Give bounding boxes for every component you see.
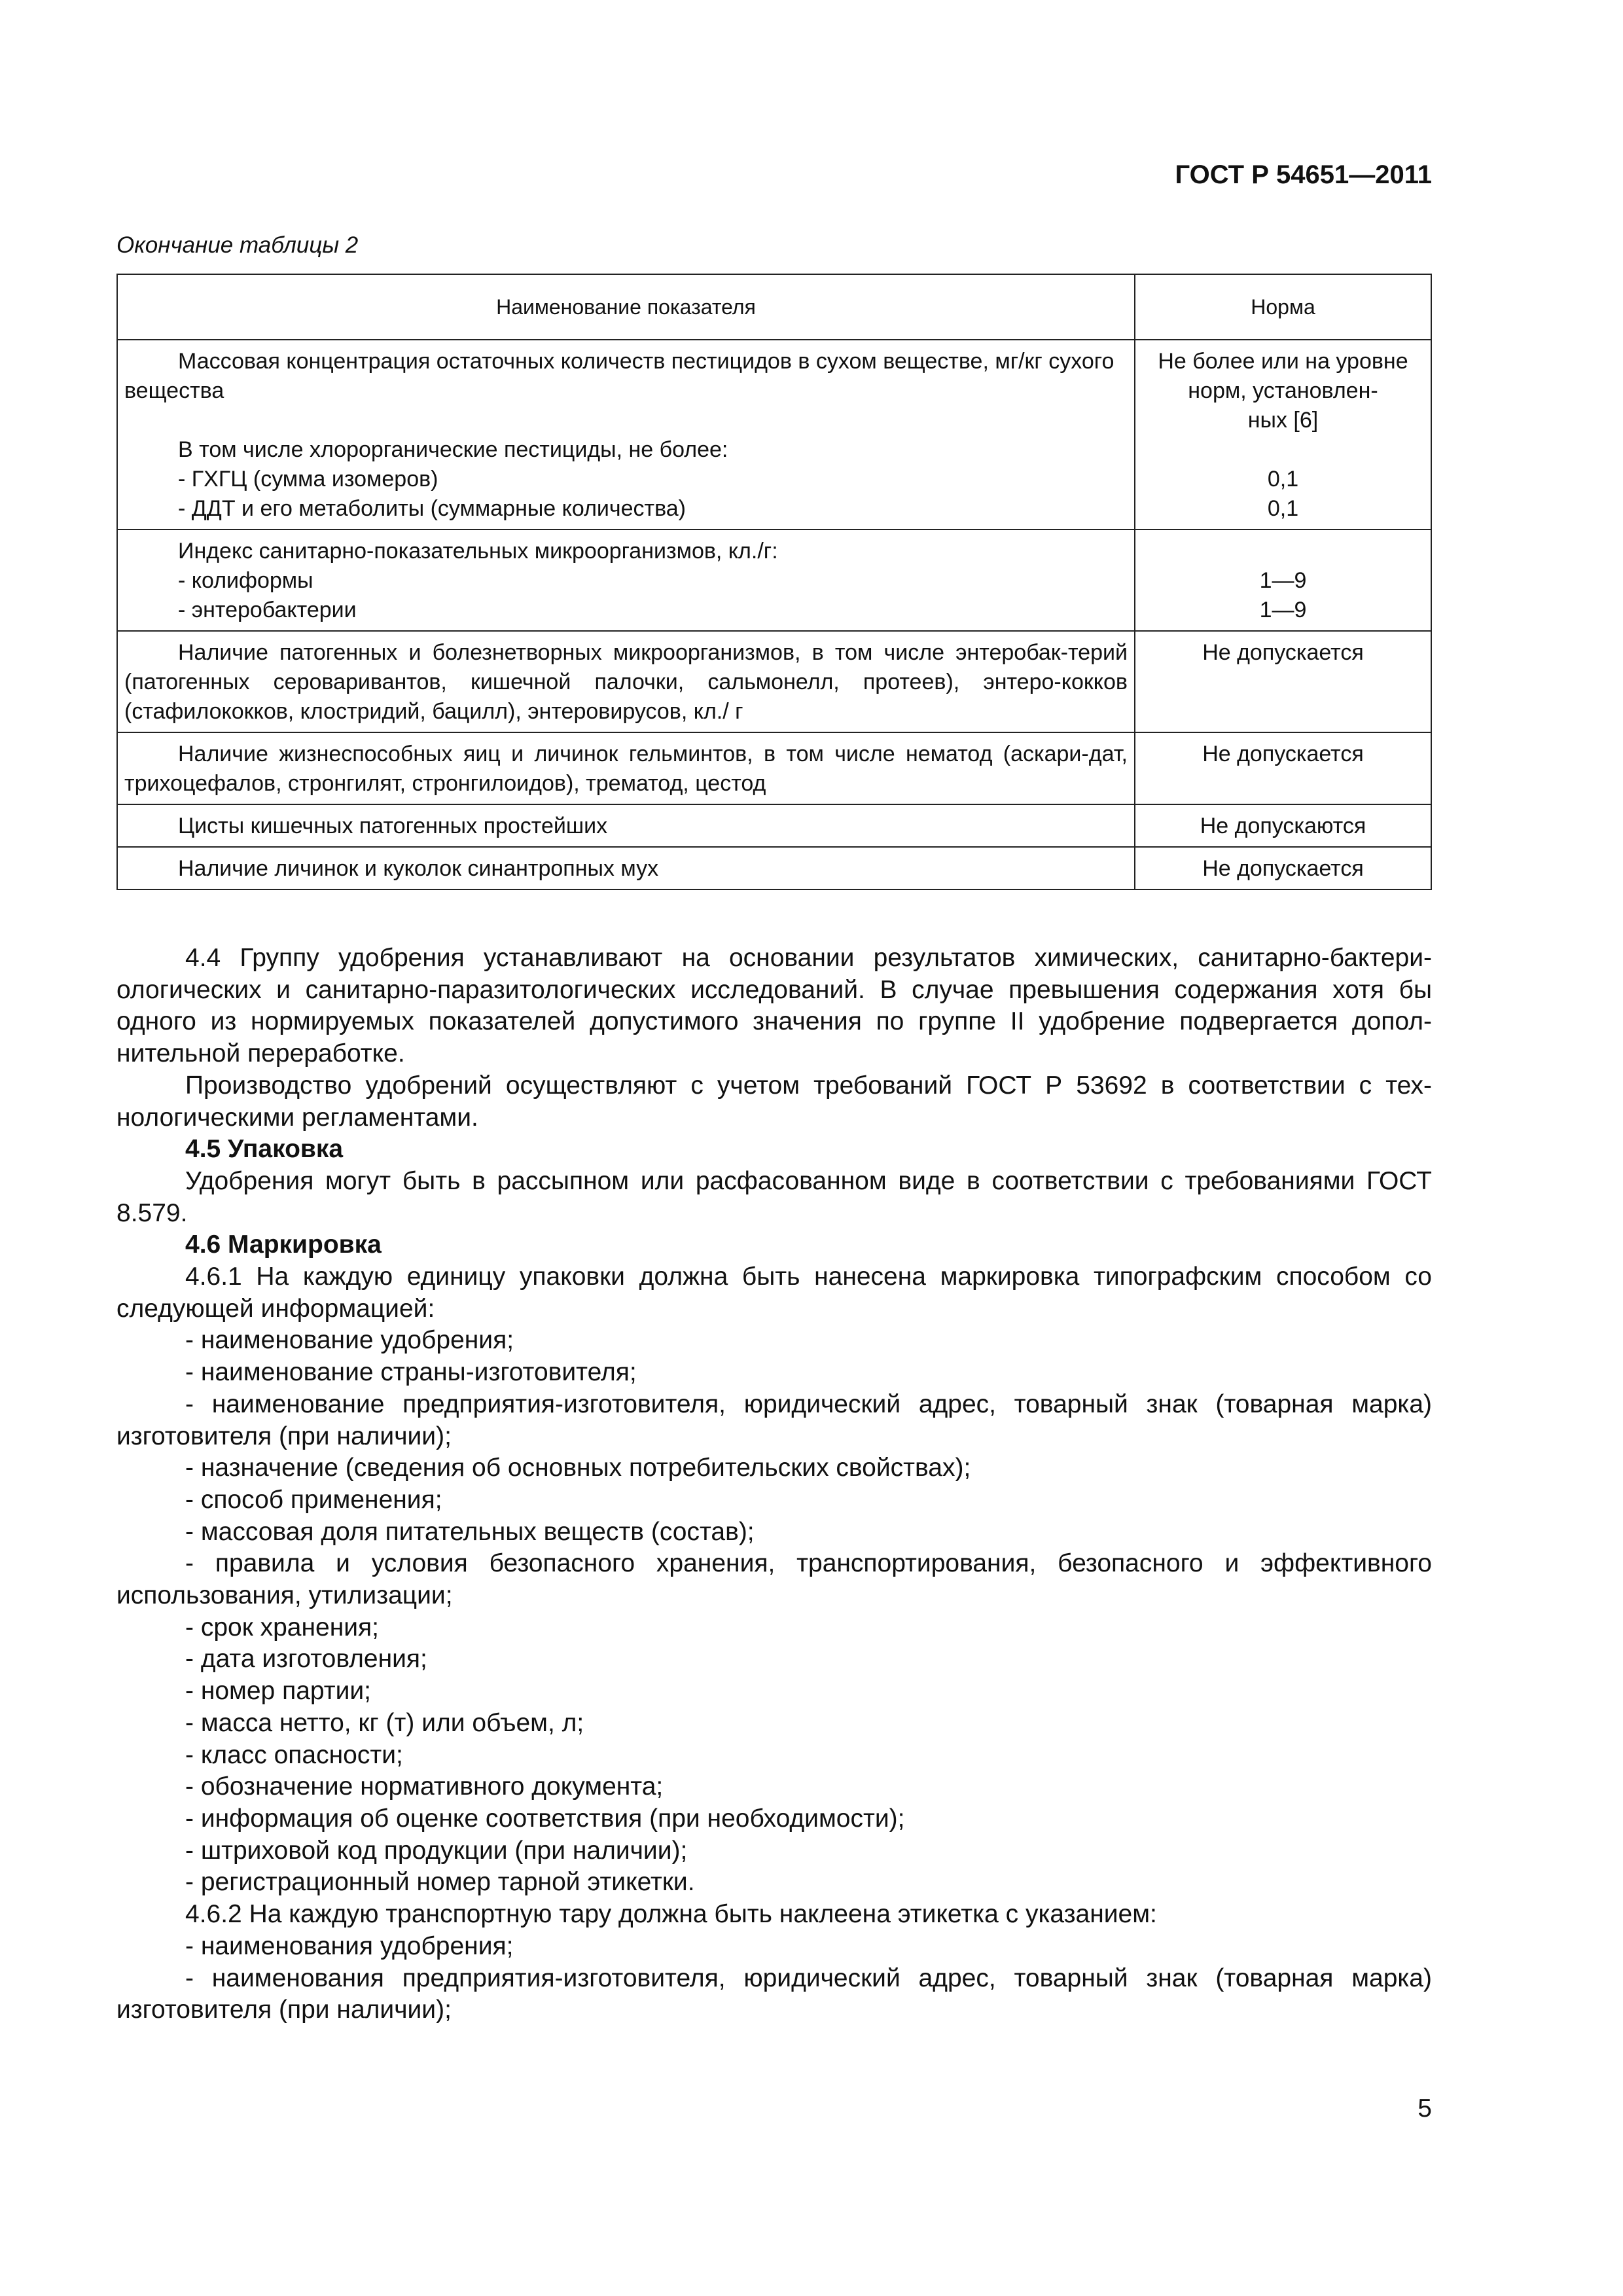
row-label: Цисты кишечных патогенных простейших xyxy=(178,814,608,838)
paragraph-packaging: Удобрения могут быть в рассыпном или расфасованном виде в соответствии с требованиями ГОСТ 8.579. xyxy=(116,1166,1432,1227)
list-item: - штриховой код продукции (при наличии); xyxy=(185,1836,688,1865)
norm-value: 1—9 xyxy=(1259,598,1307,622)
norm-text: норм, установлен- xyxy=(1188,378,1378,403)
table-row xyxy=(117,847,1431,889)
paragraph-4-6-2: 4.6.2 На каждую транспортную тару должна быть наклеена этикетка с указанием: xyxy=(185,1900,1157,1929)
row-sub-item: - энтеробактерии xyxy=(178,598,357,622)
row-label: Наличие патогенных и болезнетворных микроорганизмов, в том числе энтеробак-терий (патогенных сероваривантов, кишечной палочки, сальмонелл, протеев), энтеро-кокков (стафилококков, клостридий, бацилл), энтеровирусов, кл./ г xyxy=(124,640,1128,724)
norm-value: 0,1 xyxy=(1267,496,1299,521)
indicators-table xyxy=(116,274,1432,890)
list-item: - правила и условия безопасного хранения, транспортирования, безопасного и эффективного использования, утилизации; xyxy=(116,1549,1432,1610)
norm-value: Не допускается xyxy=(1202,640,1364,665)
list-item: - регистрационный номер тарной этикетки. xyxy=(185,1868,695,1897)
table-caption: Окончание таблицы 2 xyxy=(116,232,359,258)
section-heading-packaging: 4.5 Упаковка xyxy=(185,1135,344,1164)
table-row xyxy=(117,631,1431,732)
page-number: 5 xyxy=(1418,2094,1432,2123)
row-label: Наличие жизнеспособных яиц и личинок гельминтов, в том числе нематод (аскари-дат, трихоцефалов, стронгилят, стронгилоидов), трематод, цестод xyxy=(124,742,1128,796)
list-item: - наименование страны-изготовителя; xyxy=(185,1358,637,1387)
table-row xyxy=(117,529,1431,631)
list-item: - массовая доля питательных веществ (состав); xyxy=(185,1517,755,1546)
list-item: - наименования предприятия-изготовителя, юридический адрес, товарный знак (товарная марка) изготовителя (при наличии); xyxy=(116,1964,1432,2024)
list-item: - срок хранения; xyxy=(185,1613,379,1641)
row-label: Массовая концентрация остаточных количеств пестицидов в сухом веществе, мг/кг сухого вещества xyxy=(124,349,1115,403)
norm-value: 1—9 xyxy=(1259,568,1307,593)
row-sub-item: - ГХГЦ (сумма изомеров) xyxy=(178,467,438,492)
paragraph-4-4: 4.4 Группу удобрения устанавливают на основании результатов химических, санитарно-бактери-ологических и санитарно-паразитологических исследований. В случае превышения содержания хотя бы одного из нормируемых показателей допустимого значения по группе II удобрение подвергается допол-нительной переработке. xyxy=(116,944,1432,1068)
paragraph-4-6-1: 4.6.1 На каждую единицу упаковки должна быть нанесена маркировка типографским способом со следующей информацией: xyxy=(116,1263,1432,1323)
row-sub-lead: В том числе хлорорганические пестициды, не более: xyxy=(178,437,728,462)
list-item: - класс опасности; xyxy=(185,1740,403,1769)
list-item: - способ применения; xyxy=(185,1485,442,1514)
table-row xyxy=(117,804,1431,847)
section-heading-marking: 4.6 Маркировка xyxy=(185,1230,382,1259)
row-label: Индекс санитарно-показательных микроорганизмов, кл./г: xyxy=(178,539,778,564)
norm-value: Не допускается xyxy=(1202,742,1364,766)
row-sub-item: - ДДТ и его метаболиты (суммарные количества) xyxy=(178,496,687,521)
document-id-header: ГОСТ Р 54651—2011 xyxy=(1175,160,1432,189)
paragraph-production: Производство удобрений осуществляют с учетом требований ГОСТ Р 53692 в соответствии с тех-нологическими регламентами. xyxy=(116,1071,1432,1132)
table-row xyxy=(117,340,1431,529)
list-item: - масса нетто, кг (т) или объем, л; xyxy=(185,1708,584,1737)
row-sub-item: - колиформы xyxy=(178,568,313,593)
table-header-row xyxy=(117,274,1431,340)
document-body xyxy=(116,942,1432,2026)
row-label: Наличие личинок и куколок синантропных мух xyxy=(178,856,659,881)
norm-text: Не более или на уровне xyxy=(1158,349,1408,374)
norm-text: ных [6] xyxy=(1247,408,1319,433)
column-header-indicator: Наименование показателя xyxy=(117,274,1135,340)
norm-value: Не допускаются xyxy=(1200,814,1366,838)
document-page xyxy=(116,0,1432,2296)
list-item: - наименование удобрения; xyxy=(185,1326,514,1355)
list-item: - наименования удобрения; xyxy=(185,1931,514,1960)
list-item: - назначение (сведения об основных потребительских свойствах); xyxy=(185,1454,971,1482)
table-row xyxy=(117,732,1431,804)
transport-label-list xyxy=(116,1931,1432,2026)
column-header-norm: Норма xyxy=(1135,274,1431,340)
list-item: - дата изготовления; xyxy=(185,1645,427,1674)
list-item: - обозначение нормативного документа; xyxy=(185,1772,664,1801)
list-item: - наименование предприятия-изготовителя, юридический адрес, товарный знак (товарная марка) изготовителя (при наличии); xyxy=(116,1390,1432,1450)
norm-value: Не допускается xyxy=(1202,856,1364,881)
norm-value: 0,1 xyxy=(1267,467,1299,492)
list-item: - информация об оценке соответствия (при необходимости); xyxy=(185,1804,905,1833)
marking-list xyxy=(116,1325,1432,1899)
list-item: - номер партии; xyxy=(185,1677,371,1706)
